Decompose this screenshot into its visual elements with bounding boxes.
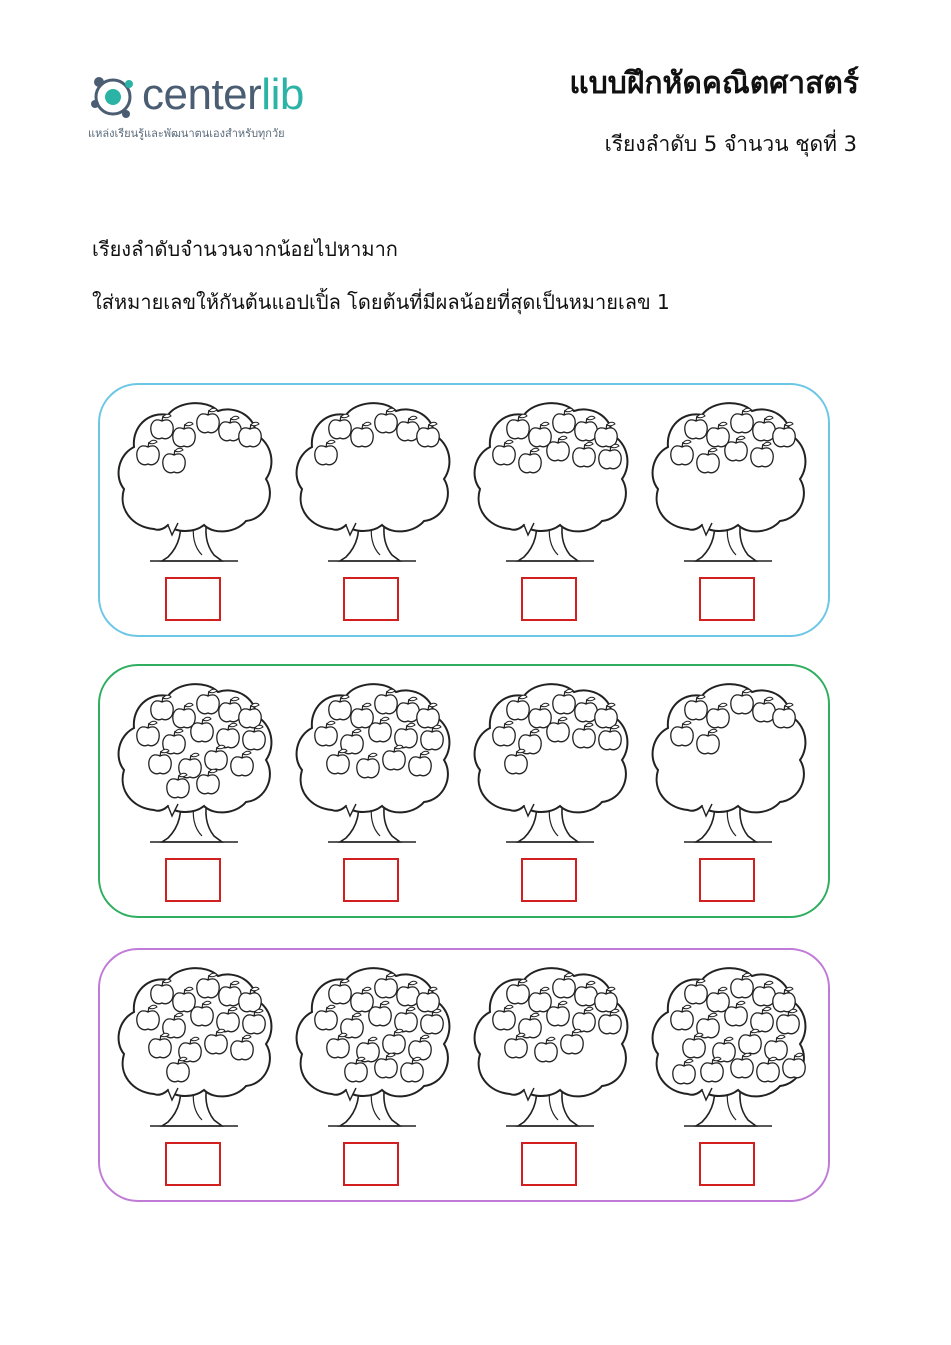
instruction-line-2: ใส่หมายเลขให้กันต้นแอปเปิ้ล โดยต้นที่มีผลน้อยที่สุดเป็นหมายเลข 1	[92, 290, 670, 314]
answer-box[interactable]	[165, 858, 221, 902]
answer-box[interactable]	[521, 577, 577, 621]
centerlib-logo	[86, 66, 356, 146]
answer-box[interactable]	[165, 1142, 221, 1186]
logo-wordmark: centerlib	[142, 70, 304, 119]
apple-tree-drawing	[288, 678, 456, 848]
worksheet-subtitle: เรียงลำดับ 5 จำนวน ชุดที่ 3	[604, 132, 857, 156]
answer-box[interactable]	[343, 858, 399, 902]
apple-tree-drawing	[644, 678, 812, 848]
apple-tree	[466, 397, 634, 567]
apple-tree	[466, 678, 634, 848]
worksheet-title: แบบฝึกหัดคณิตศาสตร์	[569, 66, 859, 101]
apple-tree-drawing	[110, 678, 278, 848]
apple-tree	[288, 397, 456, 567]
instruction-line-1: เรียงลำดับจำนวนจากน้อยไปหามาก	[92, 237, 398, 261]
apple-tree	[110, 397, 278, 567]
answer-box[interactable]	[699, 1142, 755, 1186]
apple-tree-drawing	[644, 962, 812, 1132]
apple-tree-drawing	[288, 397, 456, 567]
apple-tree-drawing	[644, 397, 812, 567]
answer-box[interactable]	[343, 577, 399, 621]
logo-tagline: แหล่งเรียนรู้และพัฒนาตนเองสำหรับทุกวัย	[88, 127, 285, 140]
apple-tree	[466, 962, 634, 1132]
answer-box[interactable]	[165, 577, 221, 621]
apple-tree-drawing	[288, 962, 456, 1132]
apple-tree-drawing	[466, 397, 634, 567]
molecule-logo-icon	[86, 70, 140, 124]
answer-box[interactable]	[521, 1142, 577, 1186]
apple-tree	[110, 678, 278, 848]
answer-box[interactable]	[343, 1142, 399, 1186]
answer-box[interactable]	[699, 858, 755, 902]
apple-tree-drawing	[466, 962, 634, 1132]
apple-tree-drawing	[110, 397, 278, 567]
apple-tree	[644, 678, 812, 848]
apple-tree-drawing	[110, 962, 278, 1132]
answer-box[interactable]	[699, 577, 755, 621]
apple-tree-drawing	[466, 678, 634, 848]
apple-tree	[644, 962, 812, 1132]
answer-box[interactable]	[521, 858, 577, 902]
apple-tree	[288, 678, 456, 848]
apple-tree	[644, 397, 812, 567]
apple-tree	[288, 962, 456, 1132]
apple-tree	[110, 962, 278, 1132]
